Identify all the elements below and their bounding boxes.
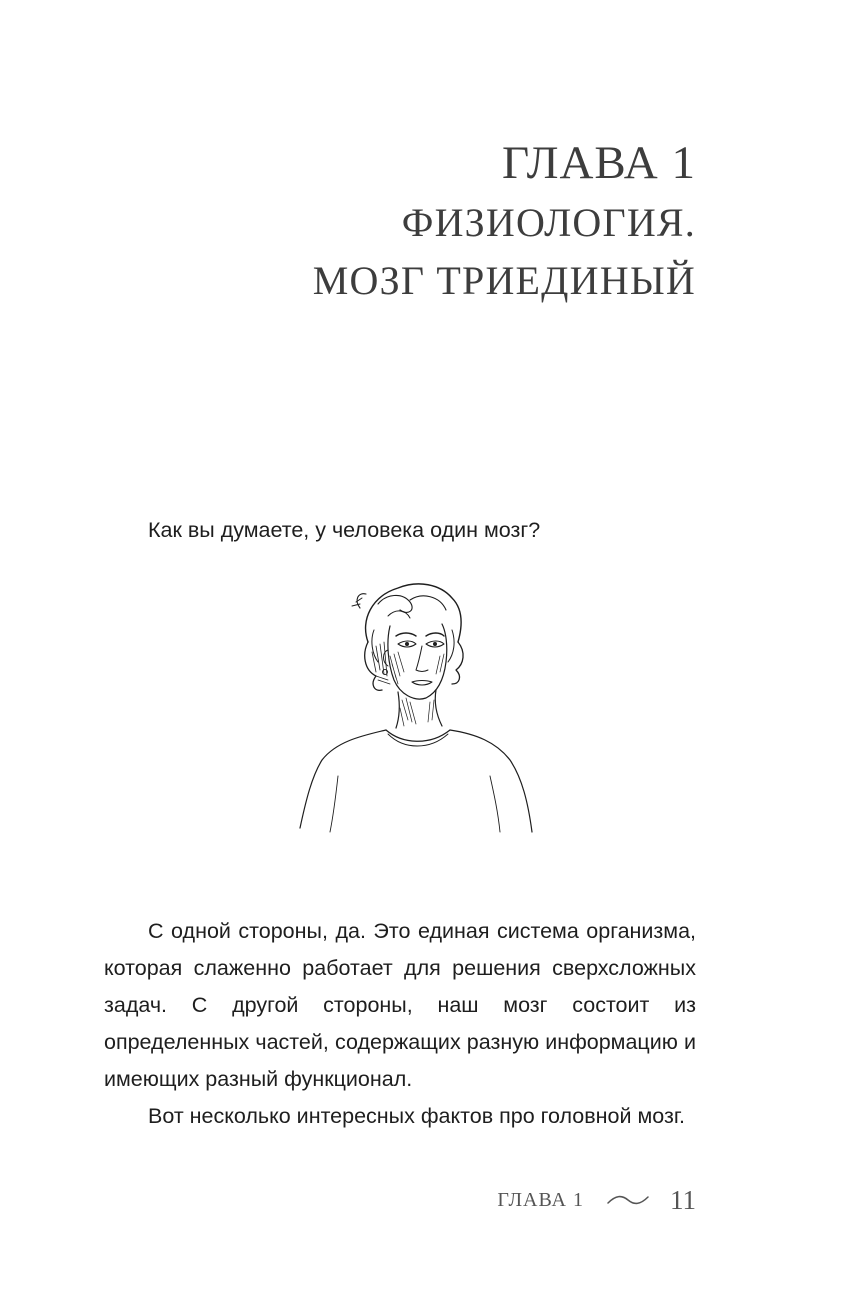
woman-portrait-sketch-icon [290,580,540,842]
chapter-title-line-1: ФИЗИОЛОГИЯ. [401,200,696,245]
page-number: 11 [670,1184,696,1215]
body-paragraph-2: Вот несколько интересных фактов про головной мозг. [148,1104,686,1128]
footer-chapter-label: ГЛАВА 1 [497,1188,584,1211]
chapter-number: ГЛАВА 1 [501,137,696,189]
intro-question: Как вы думаете, у человека один мозг? [148,518,541,542]
body-text [104,913,696,1135]
page-footer [497,1180,696,1220]
tilde-ornament-icon [606,1192,650,1208]
chapter-heading [313,132,696,310]
chapter-title-line-2: МОЗГ ТРИЕДИНЫЙ [312,258,696,303]
body-paragraph-1: С одной стороны, да. Это единая система организма, которая слаженно работает для решения сверхсложных задач. С другой стороны, наш мозг состоит из определенных частей, содержащих разную информацию и имеющих разный функционал. [104,919,696,1091]
